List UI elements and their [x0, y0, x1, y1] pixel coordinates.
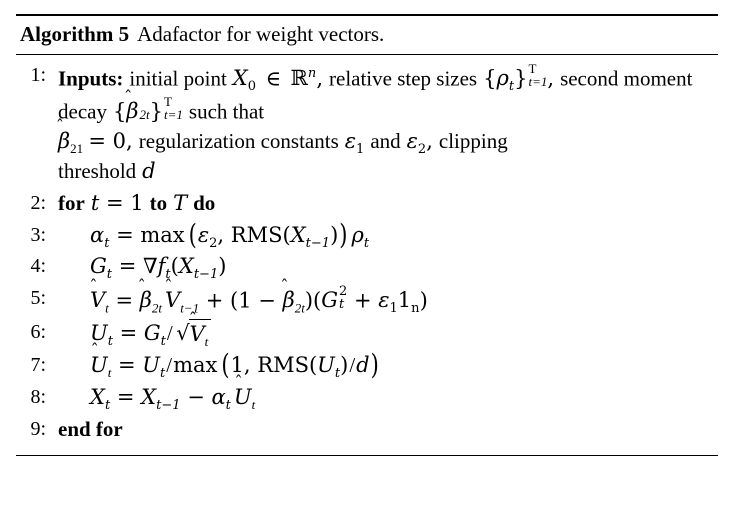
algorithm-block: [16, 14, 718, 456]
algorithm-line-1: [20, 61, 714, 187]
text-regularization-constants: regularization constants: [138, 129, 339, 154]
algorithm-line-8: [20, 383, 714, 413]
line-number-6: 6:: [30, 321, 46, 344]
keyword-inputs: Inputs:: [58, 66, 124, 91]
line-number-9: 9:: [30, 417, 46, 440]
line-number-3: 3:: [30, 223, 46, 246]
algorithm-line-2: [20, 189, 714, 219]
algorithm-line-5: [20, 284, 714, 316]
algorithm-title-row: [16, 16, 718, 54]
line-number-7: 7:: [30, 354, 46, 377]
text-such-that: such that: [188, 99, 265, 124]
keyword-rms-2: RMS: [257, 353, 309, 378]
line-number-4: 4:: [30, 255, 46, 278]
text-and: and: [370, 129, 401, 154]
algorithm-body: [16, 55, 718, 455]
keyword-do: do: [193, 190, 216, 215]
text-relative-step-sizes: relative step sizes: [329, 66, 478, 91]
algorithm-line-6: [20, 318, 714, 349]
line-number-1: 1:: [30, 64, 46, 86]
line-number-5: 5:: [30, 287, 46, 310]
algorithm-line-9: [20, 415, 714, 445]
line-content-2: for t = 1 to T do: [58, 190, 216, 215]
keyword-max: max: [140, 222, 185, 247]
keyword-rms: RMS: [230, 222, 283, 247]
algorithm-line-3: [20, 218, 714, 251]
algorithm-title: Adafactor for weight vectors.: [137, 22, 385, 46]
line-content-8: $X_t = X_{t-1} - \alpha_t$ U $_t$: [90, 384, 256, 414]
bottom-rule: [16, 455, 718, 456]
line-number-2: 2:: [30, 191, 46, 214]
line-content-4: $G_t = \nabla f_t(X_{t-1})$: [90, 254, 227, 283]
keyword-max-2: max: [173, 353, 218, 378]
line-content-9: [54, 415, 714, 445]
line-content-7: U $_t = U_t/\max$ (1, $RMS(U_t)/d$): [90, 348, 379, 382]
line-content-3: $\alpha_t = \max (\varepsilon_2$, $RMS(X_{t-1})$) $\rho_t$: [90, 218, 370, 251]
algorithm-line-7: [20, 348, 714, 382]
keyword-for: for: [58, 190, 85, 215]
algorithm-label: Algorithm 5: [20, 22, 130, 46]
text-second-moment-decay: second moment decay: [58, 66, 693, 124]
text-threshold: threshold: [58, 158, 137, 183]
algorithm-line-4: [20, 252, 714, 282]
line-content-5: V $_t$ = β $_{2t}$ V $_{t-1}$ + (1 − β $_{2t}$)(G 2 t + $\varepsilon_11_n$): [90, 283, 428, 317]
line-content-1: Inputs: initial point $X_0$ ∈ ℝ$^n$, relative step sizes $\{\rho_t\}$ T t=1 , second moment decay {β 2t } T t=1 such that β $_{21}$ = 0, regularization constants $\varepsilon_1$ and $\varepsilon_2$, clipping threshold d: [58, 60, 693, 183]
line-content-6: $U_t = G_t/$ √V $_t$: [54, 318, 714, 349]
text-initial-point: initial point: [129, 66, 227, 91]
keyword-end-for: end for: [58, 416, 123, 441]
line-number-8: 8:: [30, 385, 46, 408]
keyword-to: to: [149, 190, 168, 215]
text-clipping: clipping: [438, 129, 508, 154]
